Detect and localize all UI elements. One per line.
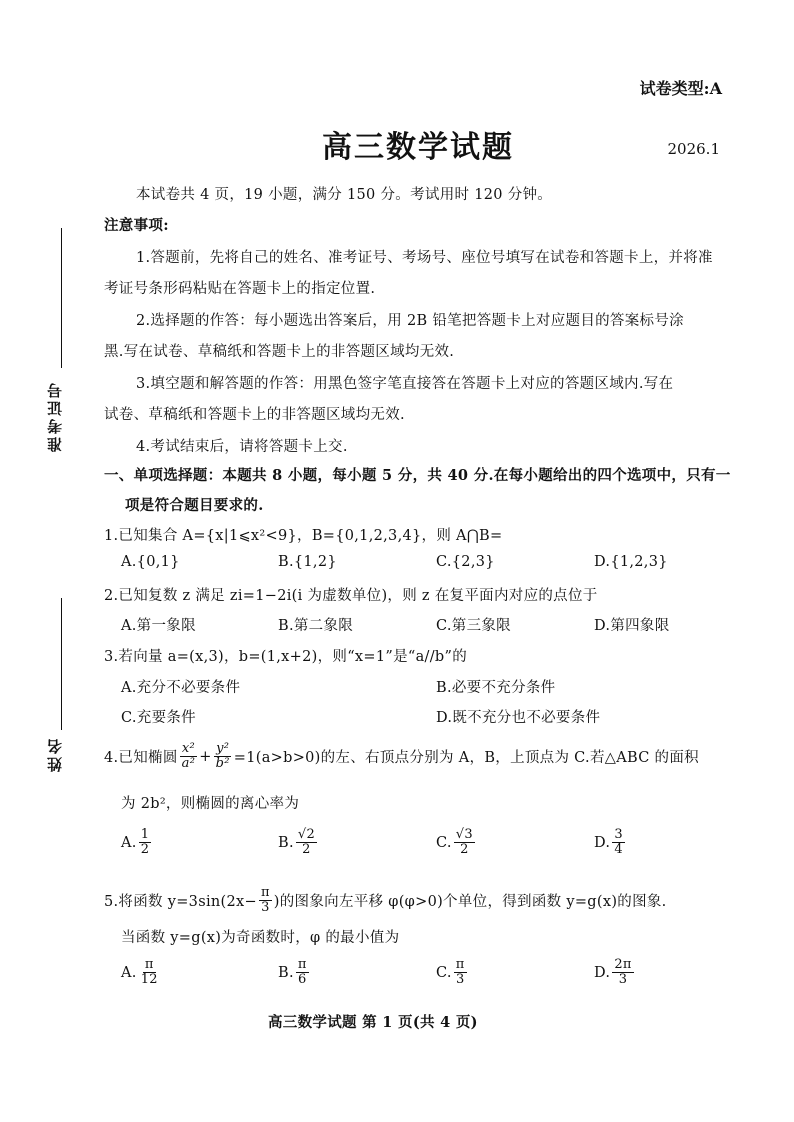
q4-option-b-label: B. [278,834,294,851]
q4-option-c-label: C. [436,834,452,851]
q2-option-a: A.第一象限 [121,618,196,634]
notice-heading: 注意事项: [104,217,169,234]
q5-option-d-num: 2π [614,957,632,972]
q5-option-a-num: π [144,957,154,972]
q4-option-d-label: D. [594,834,611,851]
q4-fraction-x [180,742,198,771]
q4-option-d [594,828,627,857]
q5-option-b-label: B. [278,964,294,981]
q4-option-b [278,828,319,857]
notice-item4: 4.考试结束后，请将答题卡上交. [136,439,348,455]
q5-option-b-den: 6 [298,972,307,987]
q5-option-a-den: 12 [140,972,158,987]
q4-option-c [436,828,477,857]
q3-option-d: D.既不充分也不必要条件 [436,710,601,726]
q5-option-c-label: C. [436,964,452,981]
exam-intro: 本试卷共 4 页，19 小题，满分 150 分。考试用时 120 分钟。 [136,187,553,203]
name-label: 姓名 [46,736,64,772]
page-title: 高三数学试题 [322,130,514,165]
q1-option-a: A.{0,1} [121,554,180,570]
q5-option-a [121,958,162,987]
q4-plus: + [199,748,212,765]
notice-item3-line1: 3.填空题和解答题的作答：用黑色签字笔直接答在答题卡上对应的答题区域内.写在 [136,376,674,392]
q5-stem [104,886,667,915]
q5-stem-post: )的图象向左平移 φ(φ>0)个单位，得到函数 y=g(x)的图象. [273,894,667,910]
q1-option-c: C.{2,3} [436,554,495,570]
q4-fraction-y-den: b² [215,756,230,771]
q5-option-c-den: 3 [455,972,465,987]
q4-option-a-num: 1 [140,827,150,842]
q4-stem-pre: 4.已知椭圆 [104,750,178,766]
q4-option-c-den: 2 [460,842,469,857]
section1-heading-line2: 项是符合题目要求的. [125,497,264,514]
q1-stem: 1.已知集合 A={x|1⩽x²<9}，B={0,1,2,3,4}，则 A⋂B= [104,528,503,544]
q4-option-a [121,828,153,857]
q5-option-c-num: π [455,957,465,972]
q4-fraction-y [214,742,232,771]
q2-option-b: B.第二象限 [278,618,354,634]
q4-option-b-num: √2 [297,827,316,842]
q4-option-a-label: A. [121,834,137,851]
q5-option-b [278,958,311,987]
page-footer: 高三数学试题 第 1 页(共 4 页) [268,1014,478,1031]
q5-option-b-num: π [297,957,307,972]
q3-option-a: A.充分不必要条件 [121,680,241,696]
notice-item2-line1: 2.选择题的作答：每小题选出答案后，用 2B 铅笔把答题卡上对应题目的答案标号涂 [136,313,684,329]
q4-stem-line2: 为 2b²，则椭圆的离心率为 [121,796,300,812]
q4-option-d-den: 4 [614,842,623,857]
q1-option-b: B.{1,2} [278,554,337,570]
notice-item2-line2: 黑.写在试卷、草稿纸和答题卡上的非答题区域均无效. [104,344,455,360]
q2-option-d: D.第四象限 [594,618,670,634]
q2-option-c: C.第三象限 [436,618,511,634]
name-line [61,598,62,730]
q5-stem-line2: 当函数 y=g(x)为奇函数时，φ 的最小值为 [121,930,400,946]
exam-number-line [61,228,62,368]
q3-option-b: B.必要不充分条件 [436,680,556,696]
q4-fraction-x-den: a² [181,756,196,771]
q4-option-c-num: √3 [455,827,473,842]
q5-option-d-label: D. [594,964,611,981]
q5-option-a-label: A. [121,964,137,981]
q4-stem-post: =1(a>b>0)的左、右顶点分别为 A，B，上顶点为 C.若△ABC 的面积 [233,750,699,766]
q1-option-d: D.{1,2,3} [594,554,668,570]
q5-option-c [436,958,469,987]
q2-stem: 2.已知复数 z 满足 zi=1−2i(i 为虚数单位)，则 z 在复平面内对应的点位于 [104,588,598,604]
section1-heading-line1: 一、单项选择题：本题共 8 小题，每小题 5 分，共 40 分.在每小题给出的四个选项中，只有一 [104,467,731,484]
q5-fraction [259,886,272,915]
q4-fraction-x-num: x² [181,741,195,756]
q4-option-d-num: 3 [614,827,623,842]
q5-fraction-den: 3 [261,900,270,915]
q3-option-c: C.充要条件 [121,710,196,726]
q4-option-b-den: 2 [302,842,311,857]
exam-date: 2026.1 [667,140,720,158]
paper-type: 试卷类型:A [639,79,722,98]
notice-item1-line2: 考证号条形码粘贴在答题卡上的指定位置. [104,281,376,297]
q5-option-d [594,958,636,987]
q5-option-d-den: 3 [618,972,628,987]
q4-fraction-y-num: y² [216,741,230,756]
q5-stem-pre: 5.将函数 y=3sin(2x− [104,894,257,910]
notice-item1-line1: 1.答题前，先将自己的姓名、准考证号、考场号、座位号填写在试卷和答题卡上，并将准 [136,250,713,266]
q4-stem [104,742,699,771]
notice-item3-line2: 试卷、草稿纸和答题卡上的非答题区域均无效. [104,407,405,423]
q3-stem: 3.若向量 a=(x,3)，b=(1,x+2)，则“x=1”是“a//b”的 [104,649,467,665]
q4-option-a-den: 2 [140,842,150,857]
exam-number-label: 准考证号 [46,380,64,452]
q5-fraction-num: π [260,885,270,900]
